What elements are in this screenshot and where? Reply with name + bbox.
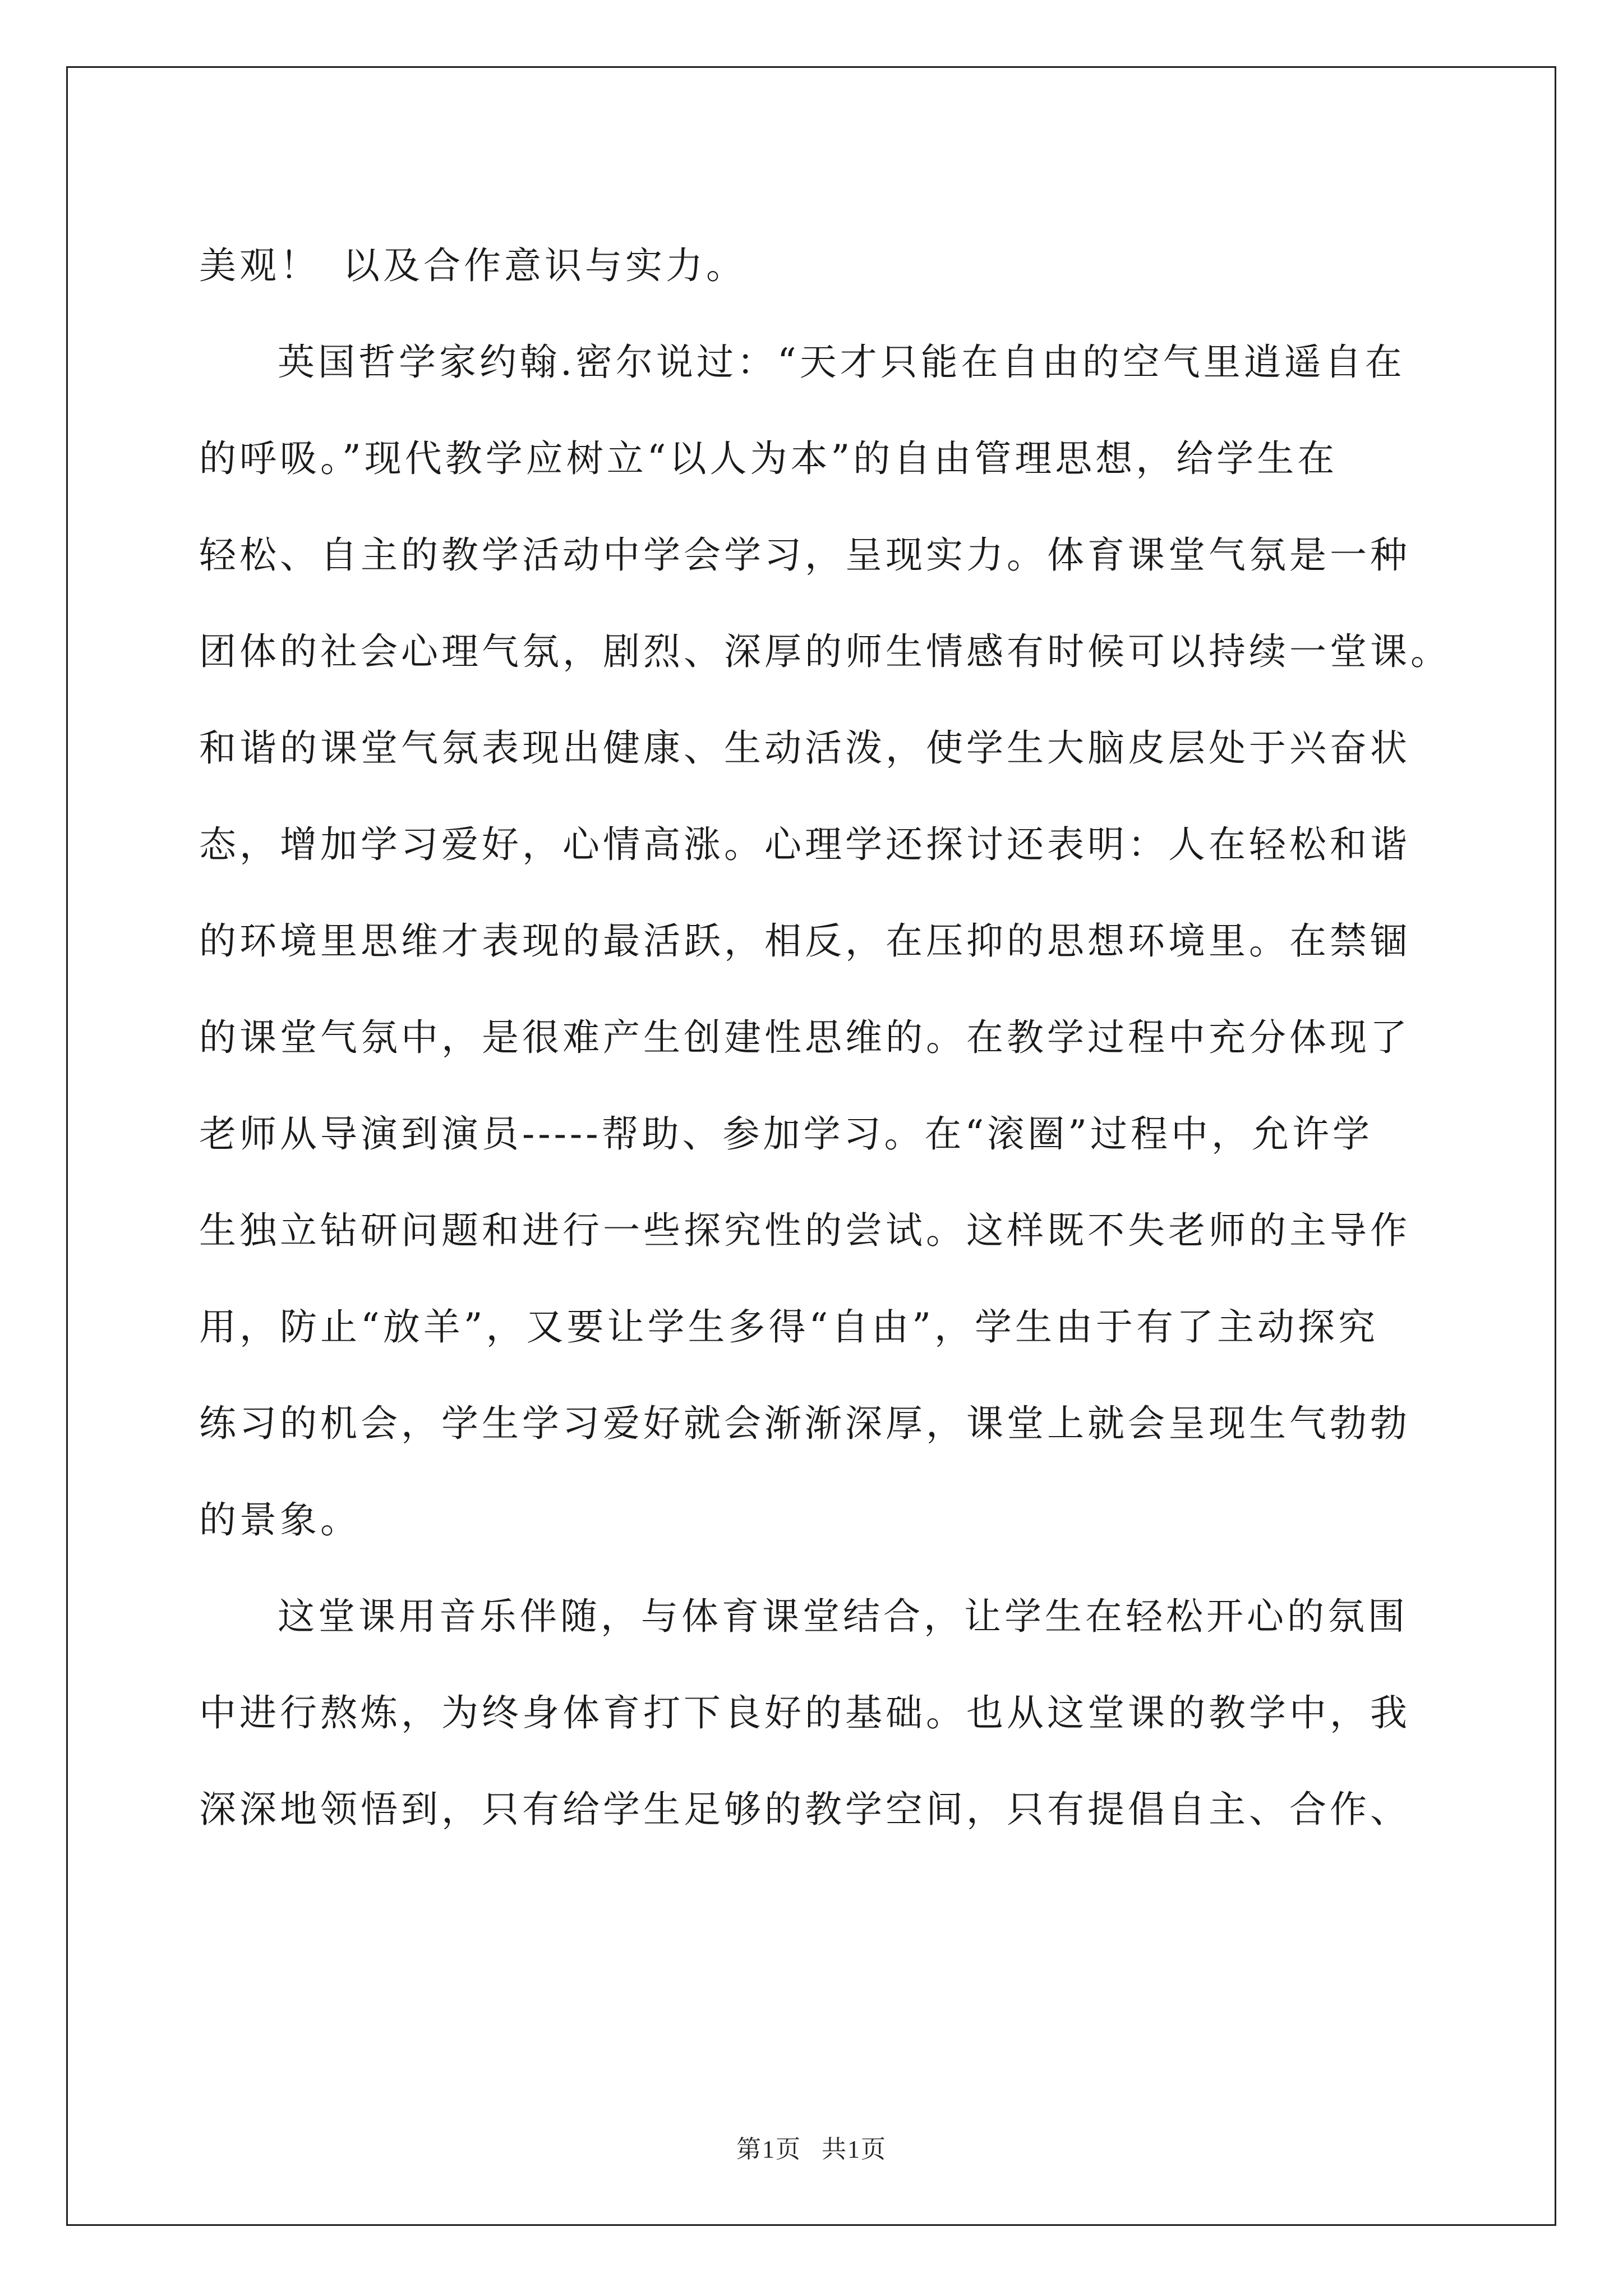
text-line: 深深地领悟到，只有给学生足够的教学空间，只有提倡自主、合作、 [199,1788,1410,1831]
text-line: 态，增加学习爱好，心情高涨。心理学还探讨还表明：人在轻松和谐 [199,823,1410,866]
text-line: 和谐的课堂气氛表现出健康、生动活泼，使学生大脑皮层处于兴奋状 [199,726,1410,770]
text-line: 的环境里思维才表现的最活跃，相反，在压抑的思想环境里。在禁锢 [199,919,1410,963]
text-line: 中进行熬炼，为终身体育打下良好的基础。也从这堂课的教学中，我 [199,1691,1410,1734]
text-line [199,218,1438,314]
page-footer [0,2129,1623,2165]
text-line: 轻松、自主的教学活动中学会学习，呈现实力。体育课堂气氛是一种 [199,533,1410,577]
text-line: 生独立钻研问题和进行一些探究性的尝试。这样既不失老师的主导作 [199,1209,1410,1252]
document-body [199,218,1451,1858]
text-line-part: 美观！ [199,244,320,287]
text-line: 用，防止“放羊”，又要让学生多得“自由”，学生由于有了主动探究 [199,1305,1378,1349]
text-line: 练习的机会，学生学习爱好就会渐渐深厚，课堂上就会呈现生气勃勃 [199,1402,1410,1445]
page-number: 第1页 [736,2136,801,2163]
paragraph-start-line: 英国哲学家约翰.密尔说过：“天才只能在自由的空气里逍遥自在 [278,341,1405,384]
text-line: 老师从导演到演员-----帮助、参加学习。在“滚圈”过程中，允许学 [199,1112,1373,1156]
page-total: 共1页 [822,2136,887,2163]
text-line: 团体的社会心理气氛，剧烈、深厚的师生情感有时候可以持续一堂课。 [199,630,1451,673]
text-line-part: 以及合作意识与实力。 [343,244,746,287]
text-line: 的呼吸。”现代教学应树立“以人为本”的自由管理思想，给学生在 [199,437,1338,480]
text-line: 的课堂气氛中，是很难产生创建性思维的。在教学过程中充分体现了 [199,1016,1410,1059]
text-line: 的景象。 [199,1498,361,1542]
paragraph-start-line: 这堂课用音乐伴随，与体育课堂结合，让学生在轻松开心的氛围 [278,1595,1408,1638]
